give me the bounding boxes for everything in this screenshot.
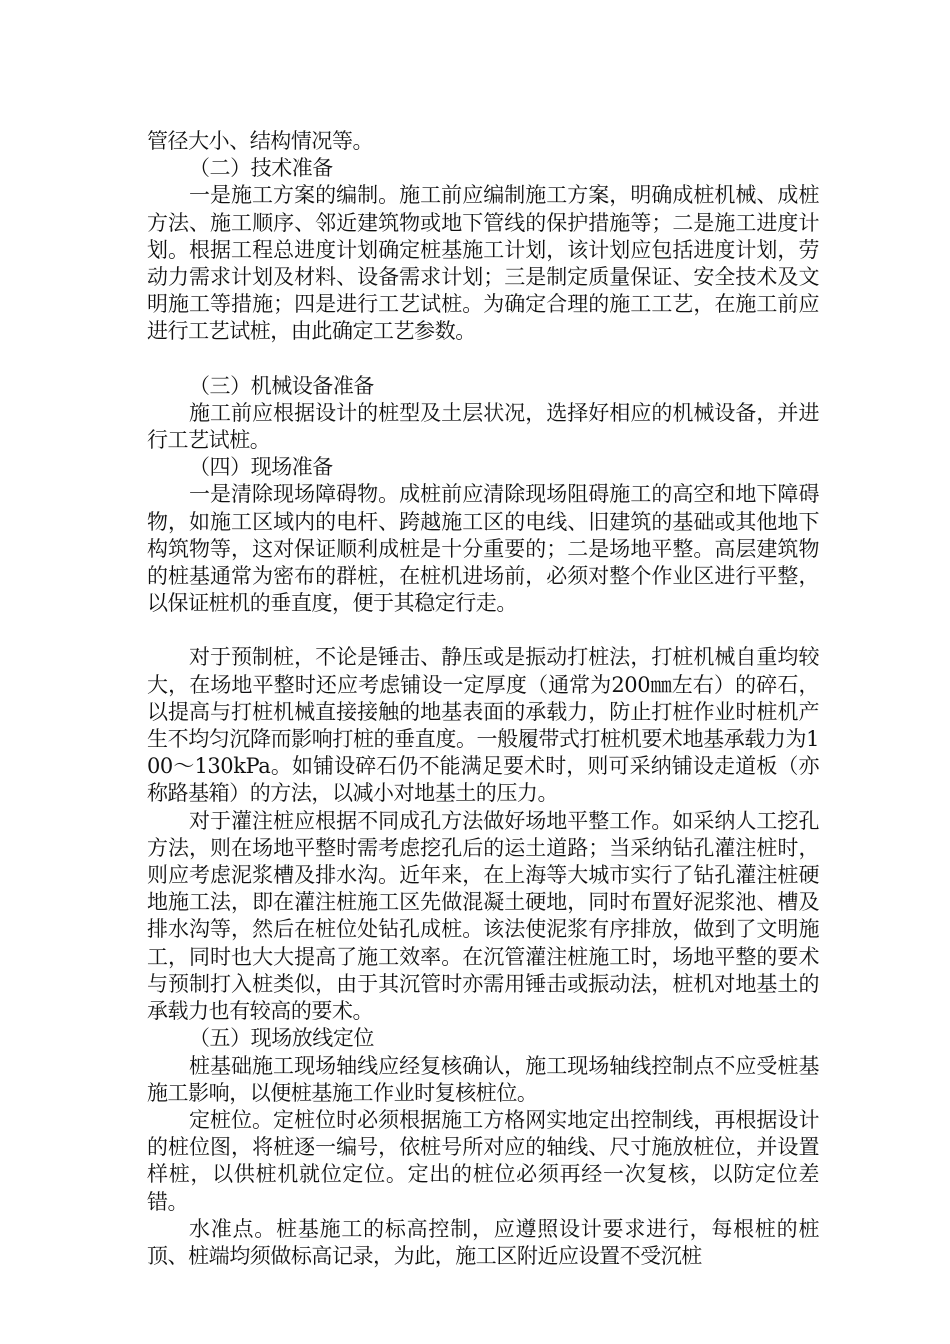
paragraph-cast-in-place-pile: 对于灌注桩应根据不同成孔方法做好场地平整工作。如采纳人工挖孔方法，则在场地平整时需考虑挖孔后的运土道路；当采纳钻孔灌注桩时，则应考虑泥浆槽及排水沟。近年来，在上海等大城市实行了钻孔灌注桩硬地施工法，即在灌注桩施工区先做混凝土硬地，同时布置好泥浆池、槽及排水沟等，然后在桩位处钻孔成桩。该法使泥浆有序排放，做到了文明施工，同时也大大提高了施工效率。在沉管灌注桩施工时，场地平整的要术与预制打入桩类似，由于其沉管时亦需用锤击或振动法，桩机对地基土的承载力也有较高的要术。 xyxy=(147,808,819,1024)
section-heading-layout-positioning: （五）现场放线定位 xyxy=(189,1026,374,1051)
paragraph-technical-preparation: 一是施工方案的编制。施工前应编制施工方案，明确成桩机械、成桩方法、施工顺序、邻近建筑物或地下管线的保护措施等；二是施工进度计划。根据工程总进度计划确定桩基施工计划，该计划应包括进度计划，劳动力需求计划及材料、设备需求计划；三是制定质量保证、安全技术及文明施工等措施；四是进行工艺试桩。为确定合理的施工工艺，在施工前应进行工艺试桩，由此确定工艺参数。 xyxy=(147,183,819,344)
paragraph-continuation: 管径大小、结构情况等。 xyxy=(147,129,374,153)
section-heading-machinery-preparation: （三）机械设备准备 xyxy=(189,373,374,398)
paragraph-benchmark: 水准点。桩基施工的标高控制，应遵照设计要求进行，每根桩的桩顶、桩端均须做标高记录，为此，施工区附近应设置不受沉桩 xyxy=(147,1216,819,1268)
paragraph-axis-check: 桩基础施工现场轴线应经复核确认，施工现场轴线控制点不应受桩基施工影响，以便桩基施工作业时复核桩位。 xyxy=(147,1053,819,1105)
document-body xyxy=(147,128,819,1270)
paragraph-pile-position: 定桩位。定桩位时必须根据施工方格网实地定出控制线，再根据设计的桩位图，将桩逐一编号，依桩号所对应的轴线、尺寸施放桩位，并设置样桩，以供桩机就位定位。定出的桩位必须再经一次复核，以防定位差错。 xyxy=(147,1107,819,1214)
section-heading-technical-preparation: （二）技术准备 xyxy=(189,156,333,181)
paragraph-machinery-preparation: 施工前应根据设计的桩型及土层状况，选择好相应的机械设备，并进行工艺试桩。 xyxy=(147,400,819,453)
paragraph-precast-pile: 对于预制桩，不论是锤击、静压或是振动打桩法，打桩机械自重均较大，在场地平整时还应考虑铺设一定厚度（通常为200㎜左右）的碎石，以提高与打桩机械直接接触的地基表面的承载力，防止打桩作业时桩机产生不均匀沉降而影响打桩的垂直度。一般履带式打桩机要术地基承载力为100～130kPa。如铺设碎石仍不能满足要术时，则可采纳铺设走道板（亦称路基箱）的方法，以减小对地基土的压力。 xyxy=(147,645,819,806)
section-heading-site-preparation: （四）现场准备 xyxy=(189,455,333,480)
paragraph-site-preparation: 一是清除现场障碍物。成桩前应清除现场阻碍施工的高空和地下障碍物，如施工区域内的电杆、跨越施工区的电线、旧建筑的基础或其他地下构筑物等，这对保证顺利成桩是十分重要的；二是场地平整。高层建筑物的桩基通常为密布的群桩，在桩机进场前，必须对整个作业区进行平整，以保证桩机的垂直度，便于其稳定行走。 xyxy=(147,482,819,616)
